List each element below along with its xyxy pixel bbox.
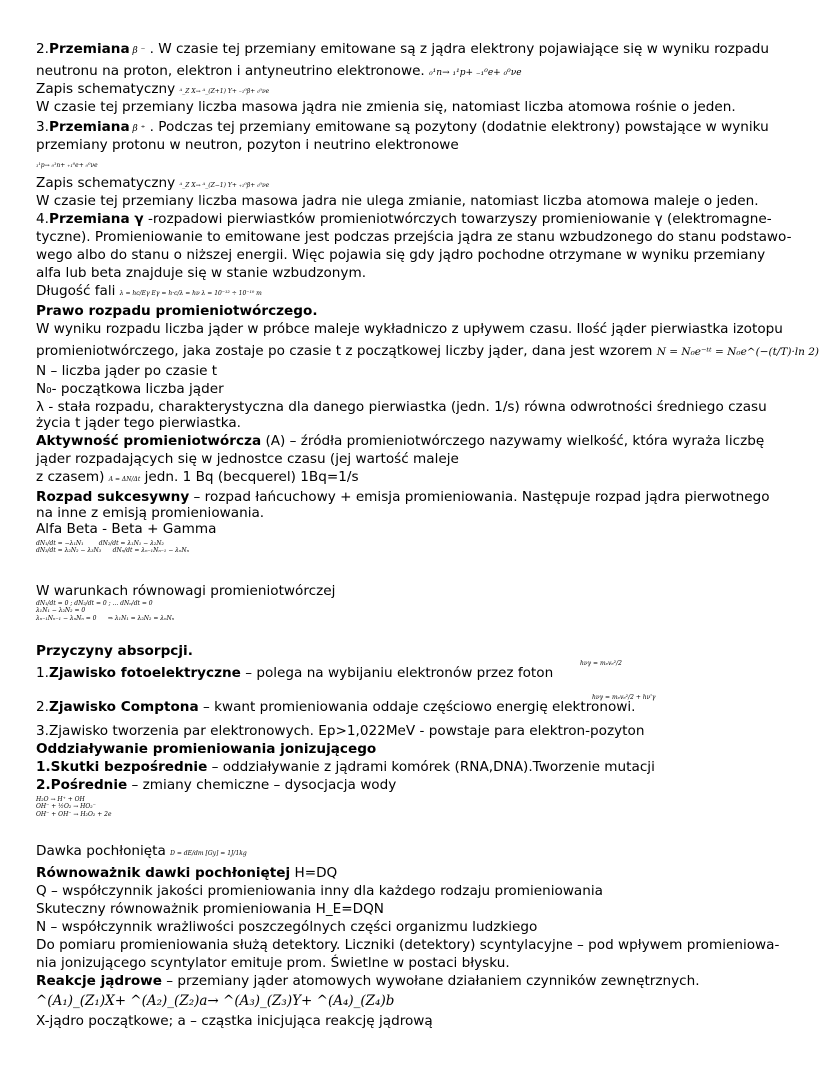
text-line xyxy=(36,362,724,380)
formula: ₀¹n→ ₁¹p+ ₋₁⁰e+ ₀⁰νe xyxy=(429,68,522,78)
text-run: N₀- początkowa liczba jąder xyxy=(36,381,224,397)
bold-heading: Równoważnik dawki pochłoniętej xyxy=(36,865,291,881)
text-run: . W czasie tej przemiany emitowane są z jądra elektrony pojawiające się w wyniku rozpadu xyxy=(145,41,770,57)
text-run: – polega na wybijaniu elektronów przez foton xyxy=(240,665,554,681)
bold-heading: Rozpad sukcesywny xyxy=(36,489,190,505)
text-line xyxy=(36,842,724,863)
formula-block: H₂O → H⁺ + OH OH⁻ + ½O₂ → HO₂⁻ OH⁻ + OH⁻ → H₂O₂ + 2e xyxy=(36,796,112,818)
text-run: W wyniku rozpadu liczba jąder w próbce maleje wykładniczo z upływem czasu. Ilość jąder pierwiastka izotopu xyxy=(36,321,783,337)
text-line xyxy=(36,228,792,246)
text-line xyxy=(36,40,770,60)
text-run: 3.Zjawisko tworzenia par elektronowych. Ep>1,022MeV - powstaje para elektron-pozyton xyxy=(36,723,645,739)
text-line xyxy=(36,882,724,900)
text-line xyxy=(36,302,724,320)
text-line xyxy=(36,320,783,338)
text-run: X-jądro początkowe; a – cząstka inicjująca reakcję jądrową xyxy=(36,1013,433,1029)
formula: A = ΔN/Δt xyxy=(108,476,141,483)
text-run: 3. xyxy=(36,119,49,135)
text-line xyxy=(36,264,724,282)
formula: ᴬ_Z X→ ᴬ_(Z−1) Y+ ₊₁⁰β+ ₀⁰νe xyxy=(179,182,270,189)
formula: N = N₀e⁻ᵗᵗ = N₀e^(−(t/T)·ln 2) xyxy=(656,346,819,358)
text-line xyxy=(36,722,724,740)
text-run: Zapis schematyczny xyxy=(36,81,180,97)
bold-heading: Prawo rozpadu promieniotwórczego. xyxy=(36,303,318,319)
text-run: na inne z emisją promieniowania. xyxy=(36,505,265,521)
formula: ^(A₁)_(Z₁)X+ ^(A₂)_(Z₂)a→ ^(A₃)_(Z₃)Y+ ^(A₄)_(Z₄)b xyxy=(36,993,395,1009)
bold-heading: Przyczyny absorpcji. xyxy=(36,643,193,659)
text-line xyxy=(36,210,772,228)
bold-heading: Zjawisko fotoelektryczne xyxy=(48,665,241,681)
text-run: życia t jąder tego pierwiastka. xyxy=(36,415,241,431)
text-run: 1. xyxy=(36,665,49,681)
bold-heading: 1.Skutki bezpośrednie xyxy=(36,759,208,775)
text-line xyxy=(36,582,724,600)
text-run: -rozpadowi pierwiastków promieniotwórczych towarzyszy promieniowanie γ (elektromagne- xyxy=(143,211,772,227)
text-run: 2. xyxy=(36,699,49,715)
text-line xyxy=(36,972,724,990)
text-line xyxy=(36,282,724,303)
text-line xyxy=(36,918,724,936)
text-run: N – współczynnik wrażliwości poszczególnych części organizmu ludzkiego xyxy=(36,919,538,935)
text-line xyxy=(36,954,724,972)
text-run: λ - stała rozpadu, charakterystyczna dla danego pierwiastka (jedn. 1/s) równa odwrotności średniego czasu xyxy=(36,399,767,415)
formula: β ⁺ xyxy=(129,124,146,134)
text-run: 4. xyxy=(36,211,49,227)
formula: λ = hc/Eγ Eγ = h·c/λ = hν λ = 10⁻¹² ÷ 10⁻¹⁰ m xyxy=(119,290,262,297)
text-line xyxy=(36,900,724,918)
formula-block: hνγ = mₑvₑ²/2 xyxy=(580,660,622,667)
text-line xyxy=(36,758,724,776)
text-line xyxy=(36,192,759,210)
text-run: przemiany protonu w neutron, pozyton i neutrino elektronowe xyxy=(36,137,459,153)
text-line xyxy=(36,936,780,954)
text-run: – oddziaływanie z jądrami komórek (RNA,DNA).Tworzenie mutacji xyxy=(207,759,655,775)
text-run: W czasie tej przemiany liczba masowa jądra nie zmienia się, natomiast liczba atomowa rośnie o jeden. xyxy=(36,99,736,115)
formula-block: dN₁/dt = 0 ; dN₂/dt = 0 ; ... dNₙ/dt = 0 λ₁N₁ − λ₂N₂ = 0 λₙ₋₁Nₙ₋₁ − λₙNₙ = 0 ⇒ λ₁N₁ = λ₂N₂ = λₙNₙ xyxy=(36,600,175,622)
text-line xyxy=(36,342,819,361)
text-run: – kwant promieniowania oddaje częściowo energię elektronowi. xyxy=(198,699,636,715)
text-run: . Podczas tej przemiany emitowane są pozytony (dodatnie elektrony) powstające w wyniku xyxy=(145,119,769,135)
formula-block: dN₁/dt = −λ₁N₁ dN₂/dt = λ₁N₁ − λ₂N₂ dN₃/dt = λ₂N₂ − λ₃N₃ dNₙ/dt = λₙ₋₁Nₙ₋₁ − λₙNₙ xyxy=(36,540,190,555)
text-line xyxy=(36,380,724,398)
text-run: promieniotwórczego, jaka zostaje po czasie t z początkowej liczby jąder, dana jest wzorem xyxy=(36,343,657,359)
text-run: Długość fali xyxy=(36,283,120,299)
text-run: 2. xyxy=(36,41,49,57)
text-run: W warunkach równowagi promieniotwórczej xyxy=(36,583,336,599)
text-run: jąder rozpadających się w jednostce czasu (jej wartość maleje xyxy=(36,451,459,467)
formula-block: hνγ = mₑvₑ²/2 + hν'γ xyxy=(592,694,656,701)
formula: ᴬ_Z X→ ᴬ_(Z+1) Y+ ₋₁⁰β+ ₀⁰νe xyxy=(179,88,270,95)
text-line xyxy=(36,1012,724,1030)
text-line xyxy=(36,136,724,154)
bold-heading: Przemiana xyxy=(48,119,130,135)
text-run: alfa lub beta znajduje się w stanie wzbudzonym. xyxy=(36,265,367,281)
text-line xyxy=(36,776,724,794)
text-run: Alfa Beta - Beta + Gamma xyxy=(36,521,217,537)
text-run: W czasie tej przemiany liczba masowa jadra nie ulega zmianie, natomiast liczba atomowa maleje o jeden. xyxy=(36,193,759,209)
text-line xyxy=(36,432,765,450)
text-line xyxy=(36,864,724,882)
text-run: Skuteczny równoważnik promieniowania H_E=DQN xyxy=(36,901,384,917)
formula: ₁¹p→ ₀¹n+ ₊₁⁰e+ ₀⁰νe xyxy=(36,162,98,169)
text-run: wego albo do stanu o niższej energii. Więc pojawia się gdy jądro pochodne otrzymane w wyniku przemiany xyxy=(36,247,766,263)
text-run: N – liczba jąder po czasie t xyxy=(36,363,218,379)
text-line xyxy=(36,62,724,82)
text-run: – przemiany jąder atomowych wywołane działaniem czynników zewnętrznych. xyxy=(161,973,700,989)
text-line xyxy=(36,642,724,660)
text-line xyxy=(36,246,766,264)
text-line xyxy=(36,98,736,116)
text-run: tyczne). Promieniowanie to emitowane jest podczas przejścia jądra ze stanu wzbudzonego do stanu podstawo- xyxy=(36,229,792,245)
bold-heading: Przemiana xyxy=(48,41,130,57)
text-line xyxy=(36,154,724,175)
text-run: z czasem) xyxy=(36,469,109,485)
text-run: Q – współczynnik jakości promieniowania inny dla każdego rodzaju promieniowania xyxy=(36,883,603,899)
bold-heading: Oddziaływanie promieniowania jonizującego xyxy=(36,741,377,757)
bold-heading: Aktywność promieniotwórcza xyxy=(36,433,262,449)
formula: β ⁻ xyxy=(129,46,146,56)
text-run: Dawka pochłonięta xyxy=(36,843,171,859)
text-line xyxy=(36,992,724,1010)
text-run: jedn. 1 Bq (becquerel) 1Bq=1/s xyxy=(140,469,359,485)
text-run: – rozpad łańcuchowy + emisja promieniowania. Następuje rozpad jądra pierwotnego xyxy=(189,489,770,505)
bold-heading: 2.Pośrednie xyxy=(36,777,128,793)
text-line xyxy=(36,414,724,432)
text-line xyxy=(36,468,724,489)
text-line xyxy=(36,450,724,468)
formula: D = dE/dm [Gy] = 1J/1kg xyxy=(170,850,247,857)
bold-heading: Reakcje jądrowe xyxy=(36,973,162,989)
text-run: Do pomiaru promieniowania służą detektory. Liczniki (detektory) scyntylacyjne – pod wpływem promieniowa- xyxy=(36,937,780,953)
bold-heading: Przemiana γ xyxy=(48,211,144,227)
text-line xyxy=(36,118,769,138)
text-line xyxy=(36,740,724,758)
text-run: nia jonizującego scyntylator emituje prom. Świetlne w postaci błysku. xyxy=(36,955,510,971)
text-run: – zmiany chemiczne – dysocjacja wody xyxy=(127,777,397,793)
text-run: H=DQ xyxy=(290,865,338,881)
bold-heading: Zjawisko Comptona xyxy=(48,699,199,715)
text-line xyxy=(36,520,724,538)
text-run: neutronu na proton, elektron i antyneutrino elektronowe. xyxy=(36,63,430,79)
text-run: (A) – źródła promieniotwórczego nazywamy wielkość, która wyraża liczbę xyxy=(261,433,765,449)
text-run: Zapis schematyczny xyxy=(36,175,180,191)
